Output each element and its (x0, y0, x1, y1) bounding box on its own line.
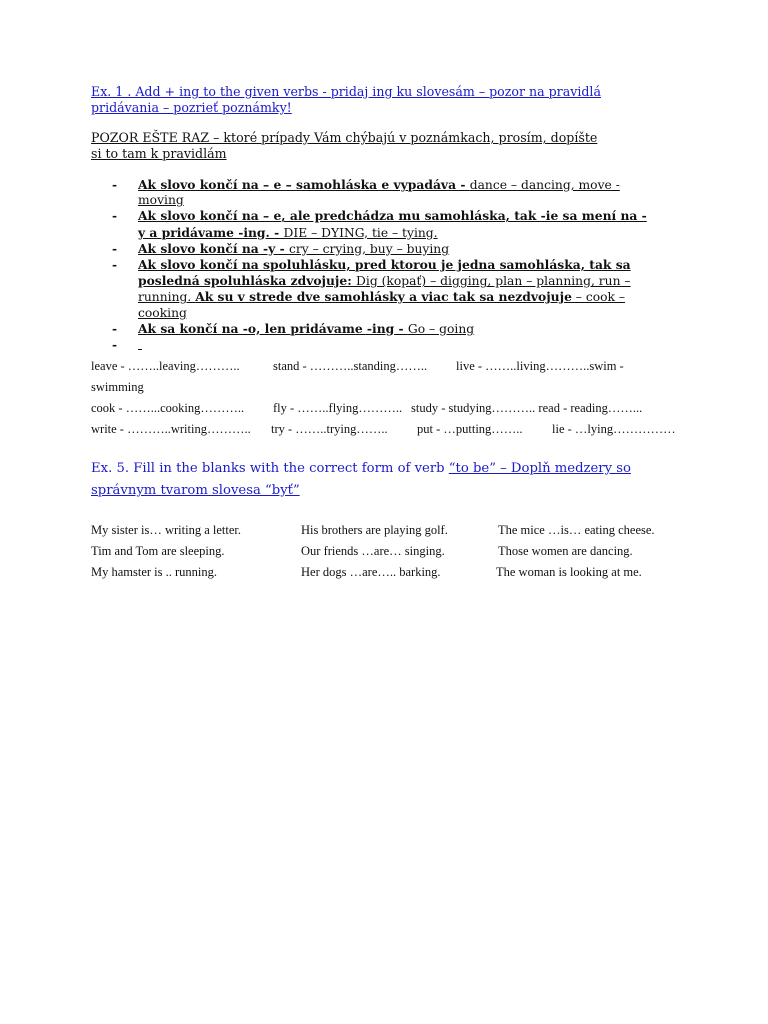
verb-item: write - ………..writing……….. (91, 422, 251, 436)
sentence: His brothers are playing golf. (301, 523, 448, 537)
verb-item: swimming (91, 380, 144, 394)
sentence: Those women are dancing. (498, 544, 633, 558)
rule-item (112, 337, 682, 352)
sentence: The mice …is… eating cheese. (498, 523, 655, 537)
verb-item: live - ……..living………..swim - (456, 359, 624, 373)
ex1-heading (91, 84, 681, 116)
sentence: The woman is looking at me. (496, 565, 642, 579)
rule-item (112, 241, 682, 257)
ex5-heading (91, 458, 691, 502)
rule-item (112, 208, 682, 240)
rule-example-text: dance – dancing, move - (469, 178, 620, 192)
rule-bold-text: posledná spoluhláska zdvojuje: (138, 273, 357, 289)
rule-example-text: cooking (138, 305, 187, 320)
note-line1: POZOR EŠTE RAZ – ktoré prípady Vám chýbajú v poznámkach, prosím, dopíšte (91, 130, 598, 145)
verb-item: try - ……..trying…….. (271, 422, 388, 436)
rule-example-text: DIE – DYING, tie – tying. (283, 225, 438, 240)
sentence: Her dogs …are….. barking. (301, 565, 441, 579)
list-dash: - (112, 177, 118, 192)
rule-example-text: Go – going (407, 321, 475, 336)
rule-example-text: running. (138, 290, 196, 305)
rule-example-text: cry – crying, buy – buying (288, 241, 450, 256)
verb-item: study - studying……….. read - reading……... (411, 401, 643, 415)
sentence: Our friends …are… singing. (301, 544, 445, 558)
rule-bold-text: Ak su v strede dve samohlásky a viac tak sa nezdvojuje (195, 289, 572, 305)
rule-item (112, 321, 682, 337)
ex5-title-b: “to be” – Doplň medzery so (448, 461, 631, 476)
sentence: My sister is… writing a letter. (91, 523, 241, 537)
sentence: My hamster is .. running. (91, 565, 218, 579)
rules-list (112, 177, 682, 352)
verb-item: leave - ……..leaving……….. (91, 359, 240, 373)
rule-bold-text: Ak slovo končí na – e – samohláska e vypadáva - (138, 177, 470, 192)
verb-item: fly - ……..flying……….. (273, 401, 403, 415)
note-heading (91, 130, 681, 162)
rule-bold-text: Ak slovo končí na -y - (138, 240, 289, 256)
rule-bold-text: Ak slovo končí na – e, ale predchádza mu samohláska, tak -ie sa mení na - (138, 208, 647, 224)
rule-bold-text: Ak sa končí na -o, len pridávame -ing - (138, 320, 408, 336)
rule-example-text: – cook – (571, 290, 626, 305)
list-dash: - (112, 337, 118, 353)
list-dash: - (112, 240, 118, 256)
ex5-title-a: Ex. 5. Fill in the blanks with the correct form of verb (91, 461, 449, 476)
verb-item: put - …putting…….. (417, 422, 523, 436)
list-dash: - (112, 320, 118, 336)
rule-item (112, 177, 682, 208)
verb-item: lie - …lying…………… (552, 422, 676, 436)
verb-item: stand - ………..standing…….. (273, 359, 428, 373)
rule-example-text: moving (138, 193, 184, 208)
ex1-heading-line2: pridávania – pozrieť poznámky! (91, 100, 292, 115)
rule-bold-text: y a pridávame -ing. - (138, 224, 284, 240)
ex5-title-c: správnym tvarom slovesa “byť” (91, 483, 300, 498)
rule-item (112, 257, 682, 321)
rule-example-text: Dig (kopať) – digging, plan – planning, run – (356, 274, 631, 289)
sentence: Tim and Tom are sleeping. (91, 544, 225, 558)
rule-bold-text: Ak slovo končí na spoluhlásku, pred ktorou je jedna samohláska, tak sa (138, 257, 631, 273)
list-dash: - (112, 257, 118, 273)
ex1-heading-line1: Ex. 1 . Add + ing to the given verbs - pridaj ing ku slovesám – pozor na pravidlá (91, 84, 601, 99)
note-line2: si to tam k pravidlám (91, 146, 227, 161)
verb-item: cook - ……...cooking……….. (91, 401, 245, 415)
list-dash: - (112, 208, 118, 224)
